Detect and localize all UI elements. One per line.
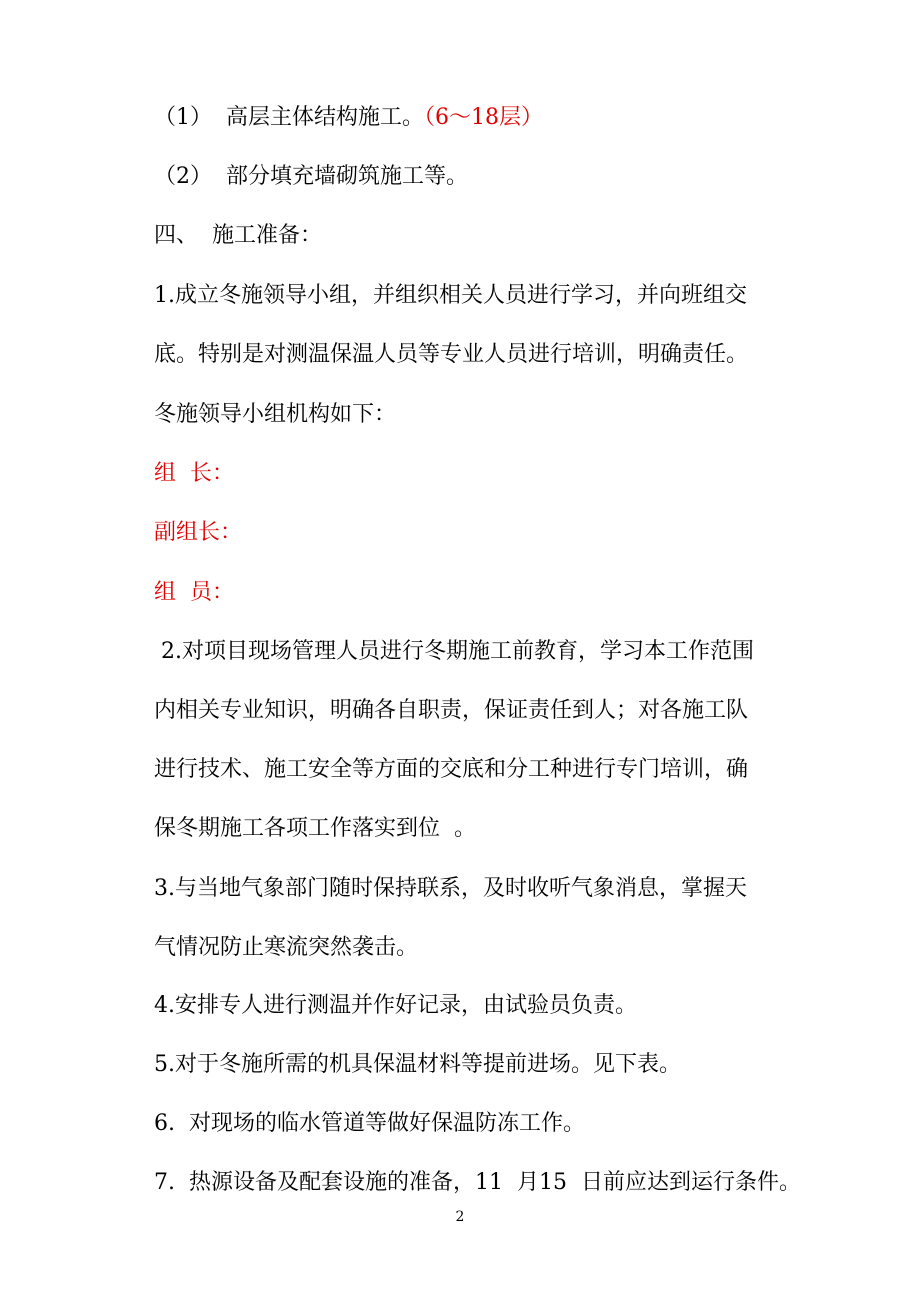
text-line: 1.成立冬施领导小组，并组织相关人员进行学习，并向班组交 xyxy=(154,283,747,308)
text-line: 保冬期施工各项工作落实到位 。 xyxy=(154,816,476,841)
text-line: 进行技术、施工安全等方面的交底和分工种进行专门培训，确 xyxy=(154,757,749,782)
text-line: （1） 高层主体结构施工。（6～18层） xyxy=(154,105,543,130)
group-leader-label: 组 长： xyxy=(154,461,234,486)
text-line: 6. 对现场的临水管道等做好保温防冻工作。 xyxy=(154,1111,585,1136)
page-number: 2 xyxy=(455,1209,465,1225)
group-member-label: 组 员： xyxy=(154,580,234,605)
text-line: 冬施领导小组机构如下： xyxy=(154,402,397,427)
text-line: 底。特别是对测温保温人员等专业人员进行培训，明确责任。 xyxy=(154,342,749,367)
text-line: 5.对于冬施所需的机具保温材料等提前进场。见下表。 xyxy=(154,1052,681,1077)
highlighted-text: （6～18层） xyxy=(423,105,543,130)
text-line: 7. 热源设备及配套设施的准备，11 月15 日前应达到运行条件。 xyxy=(154,1170,801,1195)
deputy-leader-label: 副组长： xyxy=(154,520,243,545)
text-line: 4.安排专人进行测温并作好记录，由试验员负责。 xyxy=(154,993,637,1018)
text-line: 内相关专业知识，明确各自职责，保证责任到人；对各施工队 xyxy=(154,698,749,723)
text-line: 气情况防止寒流突然袭击。 xyxy=(154,935,419,960)
text-line: 3.与当地气象部门随时保持联系，及时收听气象消息，掌握天 xyxy=(154,876,747,901)
text-line: （2） 部分填充墙砌筑施工等。 xyxy=(154,164,468,189)
section-heading: 四、 施工准备： xyxy=(154,223,322,248)
text-line: 2.对项目现场管理人员进行冬期施工前教育，学习本工作范围 xyxy=(154,639,754,664)
